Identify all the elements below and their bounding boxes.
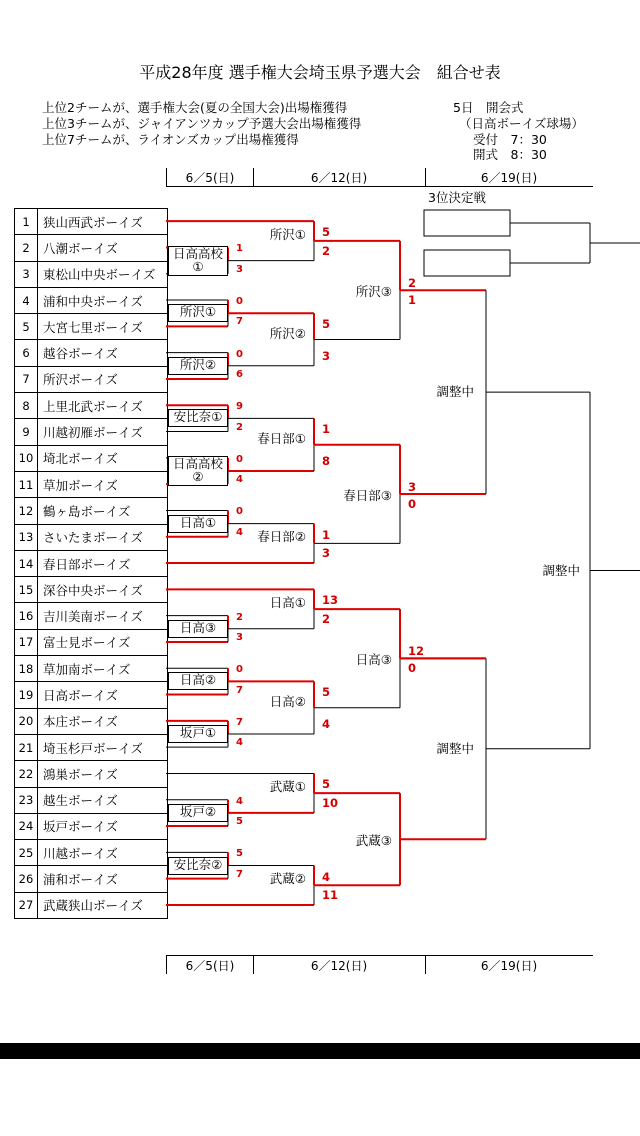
score: 2 [236,611,243,623]
venue-label: 日高① [269,595,306,611]
score: 1 [322,422,331,437]
page-title: 平成28年度 選手権大会埼玉県予選大会 組合せ表 [139,63,501,82]
date-round1: 6／5(日) [185,171,235,185]
venue-box: 日高② [168,672,228,690]
score: 4 [322,869,331,884]
score: 4 [236,795,243,807]
score: 3 [322,348,331,363]
date-round3: 6／19(日) [480,171,538,185]
venue-label: 春日部① [257,430,306,446]
team-name: 埼北ボーイズ [43,451,118,467]
venue-box: 日高高校 ① [168,246,228,276]
score: 5 [322,225,331,240]
team-number: 2 [15,235,38,260]
team-number: 3 [15,262,38,287]
team-number: 20 [15,709,38,734]
team-name: 鶴ヶ島ボーイズ [43,503,131,519]
team-name: 越生ボーイズ [43,793,118,809]
team-number: 24 [15,814,38,839]
team-name: 坂戸ボーイズ [43,819,118,835]
score: 2 [236,421,243,433]
date-round1: 6／5(日) [185,959,235,973]
venue-box: 安比奈① [168,409,228,427]
team-name: 浦和中央ボーイズ [43,293,143,309]
score: 4 [322,717,331,731]
team-name: 吉川美南ボーイズ [43,609,143,625]
team-number: 5 [15,314,38,339]
team-name: 川越ボーイズ [43,845,118,861]
score: 0 [236,348,243,360]
team-name: 鴻巣ボーイズ [43,766,118,782]
score: 0 [236,296,243,308]
date-round2: 6／12(日) [310,959,368,973]
venue-label: 武蔵② [269,871,306,887]
team-name: 大宮七里ボーイズ [43,319,143,335]
date-round2: 6／12(日) [310,171,368,185]
ceremony-day: 5日 開会式 [453,100,524,115]
score: 7 [236,868,243,880]
team-number: 15 [15,577,38,602]
score: 0 [408,661,417,676]
team-number: 23 [15,788,38,813]
team-name: 埼玉杉戸ボーイズ [43,740,143,756]
team-number: 11 [15,472,38,497]
score: 0 [236,664,243,676]
team-name: 深谷中央ボーイズ [43,582,143,598]
team-name: 狭山西武ボーイズ [43,214,143,230]
score: 4 [236,474,243,486]
score: 7 [236,716,243,728]
team-number: 13 [15,525,38,550]
score: 6 [236,368,243,380]
team-number: 26 [15,866,38,891]
team-name: 富士見ボーイズ [43,635,131,651]
team-number: 25 [15,840,38,865]
team-name: さいたまボーイズ [43,530,143,546]
team-name: 所沢ボーイズ [43,372,118,388]
final-label: 調整中 [542,563,580,579]
score: 8 [322,454,331,468]
team-name: 越谷ボーイズ [43,346,118,362]
team-name: 川越初雁ボーイズ [43,425,143,441]
team-number: 4 [15,288,38,313]
team-number: 6 [15,340,38,365]
team-name: 草加ボーイズ [43,477,118,493]
third-place-slot [424,250,510,276]
venue-label: 所沢① [269,226,306,242]
info-line-3: 上位7チームが、ライオンズカップ出場権獲得 [42,132,299,147]
venue-box: 坂戸① [168,725,228,743]
venue-label: 武蔵③ [355,833,392,849]
score: 2 [408,276,417,291]
score: 13 [322,593,339,608]
team-name: 日高ボーイズ [43,687,118,703]
venue-label: 武蔵① [269,779,306,795]
semi-label: 調整中 [436,384,474,400]
team-number: 12 [15,498,38,523]
venue-label: 日高② [269,693,306,709]
team-number: 16 [15,603,38,628]
score: 0 [236,453,243,465]
score: 3 [236,263,243,275]
venue-box: 日高高校 ② [168,456,228,486]
venue-box: 日高③ [168,620,228,638]
team-number: 27 [15,893,38,918]
team-name: 上里北武ボーイズ [43,398,143,414]
score: 4 [236,526,243,538]
score: 1 [322,527,331,542]
score: 3 [408,480,417,494]
team-number: 7 [15,367,38,392]
team-name: 武蔵狭山ボーイズ [43,898,143,914]
score: 3 [236,631,243,643]
venue-box: 日高① [168,515,228,533]
score: 5 [322,317,331,332]
third-place-label: 3位決定戦 [428,190,486,205]
score: 2 [322,243,331,258]
team-name: 草加南ボーイズ [43,661,131,677]
info-line-1: 上位2チームが、選手権大会(夏の全国大会)出場権獲得 [42,100,348,115]
venue-box: 安比奈② [168,857,228,875]
team-number: 9 [15,419,38,444]
team-number: 21 [15,735,38,760]
team-name: 春日部ボーイズ [43,556,131,572]
date-round3: 6／19(日) [480,959,538,973]
team-number: 14 [15,551,38,576]
score: 0 [408,497,417,511]
team-name: 東松山中央ボーイズ [43,267,156,283]
third-place-slot [424,210,510,236]
venue-label: 所沢② [269,325,306,341]
venue-box: 所沢① [168,304,228,322]
venue-label: 春日部② [257,529,306,545]
score: 10 [322,795,339,810]
score: 4 [236,737,243,749]
team-number: 10 [15,446,38,471]
ceremony-place: （日高ボーイズ球場） [459,116,584,131]
score: 5 [322,777,331,792]
team-number: 22 [15,761,38,786]
score: 5 [322,685,331,700]
venue-label: 日高③ [355,652,392,668]
score: 1 [408,293,417,308]
score: 11 [322,887,339,902]
score: 0 [236,506,243,518]
team-name: 浦和ボーイズ [43,872,118,888]
opening-time: 開式 8：30 [473,147,547,162]
bottom-bar [0,1043,640,1059]
venue-box: 坂戸② [168,804,228,822]
team-number: 18 [15,656,38,681]
venue-label: 春日部③ [343,488,392,503]
score: 1 [236,243,243,255]
score: 7 [236,316,243,328]
venue-box: 所沢② [168,357,228,375]
venue-label: 所沢③ [355,284,392,300]
score: 9 [236,401,243,413]
reception-time: 受付 7：30 [473,132,547,147]
semi-label: 調整中 [436,740,474,756]
score: 7 [236,684,243,696]
score: 5 [236,816,243,828]
score: 2 [322,611,331,626]
score: 3 [322,546,331,561]
team-number: 19 [15,682,38,707]
team-number: 1 [15,209,38,234]
date-header-bottom [166,955,593,974]
info-line-2: 上位3チームが、ジャイアンツカップ予選大会出場権獲得 [42,116,362,131]
score: 12 [408,644,425,659]
team-number: 17 [15,630,38,655]
team-name: 本庄ボーイズ [43,714,118,730]
team-name: 八潮ボーイズ [43,240,118,256]
team-number: 8 [15,393,38,418]
score: 5 [236,848,243,860]
